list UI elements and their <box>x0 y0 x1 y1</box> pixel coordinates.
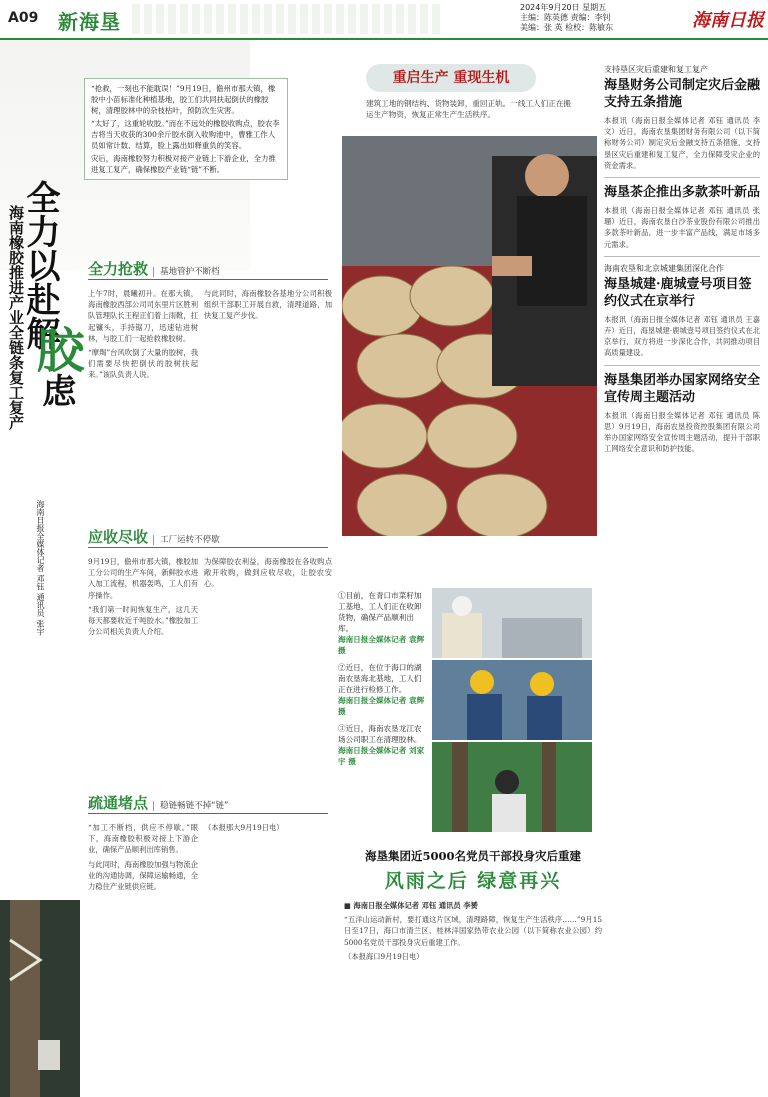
article-column <box>204 822 332 833</box>
meta-date: 2024年9月20日 星期五 <box>520 3 607 12</box>
feature-headline: 全力以赴解 <box>20 180 60 350</box>
brief-tea <box>604 184 760 250</box>
photo-feature-header: 重启生产 重现生机 <box>366 64 536 92</box>
section-title: 新海垦 <box>58 10 121 34</box>
feature-byline: 海南日报全媒体记者 邓钰 通讯员 张宇 <box>36 500 45 636</box>
brief-title: 海垦财务公司制定灾后金融支持五条措施 <box>604 78 761 110</box>
header-meta <box>520 3 690 33</box>
photo-2-workers <box>432 588 592 658</box>
right-column-briefs <box>604 64 760 454</box>
main-photo-warehouse-bags <box>342 136 597 536</box>
caption-text: ①目前，在青口市菜籽加工基地，工人们正在收卸货物，确保产品顺利出库。 <box>338 591 422 633</box>
feature-intro <box>84 78 288 180</box>
brief-construction <box>604 263 760 359</box>
divider <box>604 177 760 178</box>
rubber-tree-photo <box>0 900 80 1097</box>
section-subheading: 基地管护不断档 <box>153 267 220 277</box>
intro-paragraph: “抢救，一刻也不能耽误！”9月19日，儋州市那大镇，橡胶中小苗标准化种植基地，胶工们共同扶起倒伏的橡胶树，清理胶林中的杂枝枯叶，预防次生灾害。 <box>91 84 276 115</box>
section-header <box>88 526 328 548</box>
section-rule <box>88 279 328 280</box>
article-paragraph: “加工不断档，供应不停歇。”眼下，海南橡胶积极对接上下游企业，确保产品顺利出库销售。 <box>88 823 198 855</box>
section-subheading: 稳链畅链不掉“链” <box>153 801 228 811</box>
caption-credit: 海南日报全媒体记者 袁辉 摄 <box>338 635 425 655</box>
brief-body: 本报讯（海南日报全媒体记者 邓钰 通讯员 李文）近日，海南农垦集团财务有限公司（以下简称财务公司）制定灾后金融支持五条措施，支持垦区灾后重建和复工复产，全力保障受灾企业的资金需求。 <box>604 116 760 170</box>
divider <box>604 365 760 366</box>
brief-finance <box>604 64 760 171</box>
section-heading: 疏通堵点 <box>88 794 149 812</box>
section-rule <box>88 813 328 814</box>
article-paragraph: 9月19日，儋州市那大镇，橡胶加工分公司的生产车间，新鲜胶水进入加工流程，机器轰鸣，工人们有序操作。 <box>88 557 198 600</box>
bottom-story-headline: 风雨之后 绿意再兴 <box>384 870 562 892</box>
brief-body: 本报讯（海南日报全媒体记者 邓钰 通讯员 张珊）近日，海南农垦白沙茶业股份有限公司推出多款茶叶新品，进一步丰富产品线，满足市场多元需求。 <box>604 206 760 249</box>
photo-4-plantation <box>432 742 592 832</box>
article-column <box>204 288 332 322</box>
brief-title: 海垦城建·鹿城壹号项目签约仪式在京举行 <box>604 276 752 309</box>
caption-credit: 海南日报全媒体记者 袁辉 摄 <box>338 696 425 716</box>
meta-editor: 主编：陈英德 责编：李钊 <box>520 13 611 22</box>
section-header <box>88 258 328 280</box>
article-column <box>88 556 198 637</box>
photo-caption-1 <box>338 590 428 656</box>
photo-3-technicians <box>432 660 592 740</box>
photo-captions <box>338 590 428 773</box>
brief-kicker: 支持垦区灾后重建和复工复产 <box>604 65 708 74</box>
section-subheading: 工厂运转不停歇 <box>153 535 220 545</box>
photo-feature-caption: 建筑工地的钢结构、货物装卸，重回正轨。一线工人们正在搬运生产物资，恢复正常生产生活秩序。 <box>366 99 572 119</box>
article-paragraph: 与此同时，海南橡胶加强与物流企业的沟通协调，保障运输畅通，全力稳住产业链供应链。 <box>88 859 198 892</box>
page-number: A09 <box>8 10 39 26</box>
intro-paragraph: 灾后，海南橡胶努力积极对接产业链上下游企业，全力推进复工复产，确保橡胶产业链“链”不断。 <box>91 154 276 174</box>
bottom-story <box>344 900 602 962</box>
photo-caption-3 <box>338 723 428 767</box>
caption-text: ③近日，海南农垦龙江农场公司职工在清理胶林。 <box>338 724 422 744</box>
meta-designer: 美编：张 英 检校：陈敏东 <box>520 23 614 32</box>
feature-subheadline: 海南橡胶推进产业全链条复工复产 <box>7 205 25 430</box>
header-decoration <box>132 4 442 34</box>
newspaper-logo: 海南日报 <box>692 10 764 31</box>
brief-body: 本报讯（海南日报全媒体记者 邓钰 通讯员 王嘉卉）近日，海垦城建·鹿城壹号项目签约仪式在北京举行，双方将进一步深化合作，共同推动项目高质量建设。 <box>604 314 760 358</box>
section-rule <box>88 547 328 548</box>
article-column <box>88 822 198 892</box>
bottom-story-dateline: （本报海口9月19日电） <box>344 951 424 961</box>
photo-caption-2 <box>338 662 428 717</box>
section-heading: 应收尽收 <box>88 528 149 546</box>
article-dateline: （本报那大9月19日电） <box>204 823 284 832</box>
article-paragraph: 与此同时，海南橡胶各基地分公司积极组织干部职工开展自救，清理道路，加快复工复产步伐。 <box>204 289 332 321</box>
caption-text: ②近日，在位于海口的湖南农垦海北基地，工人们正在进行检修工作。 <box>338 663 422 694</box>
brief-title: 海垦茶企推出多款茶叶新品 <box>604 185 761 201</box>
divider <box>604 256 760 257</box>
bottom-story-kicker: 海垦集团近5000名党员干部投身灾后重建 <box>364 849 581 863</box>
brief-title: 海垦集团举办国家网络安全宣传周主题活动 <box>604 372 761 405</box>
article-paragraph: “摩羯”台风吹倒了大量的胶树，我们需要尽快把倒伏的胶树扶起来。”该队负责人说。 <box>88 348 198 380</box>
article-paragraph: “我们第一时间恢复生产，这几天每天都要收近千吨胶水。”橡胶加工分公司相关负责人介绍。 <box>88 604 198 637</box>
feature-headline-accent: 胶虑 <box>28 325 84 407</box>
section-header <box>88 792 328 814</box>
article-column <box>88 288 198 384</box>
brief-body: 本报讯（海南日报全媒体记者 邓钰 通讯员 陈思）9月19日，海南农垦投资控股集团有限公司举办国家网络安全宣传周主题活动，提升干部职工网络安全意识和防护技能。 <box>604 410 760 454</box>
brief-cybersecurity <box>604 372 760 455</box>
article-paragraph: 上午7时，晨曦初升。在那大镇，海南橡胶西部公司司东里片区胜利队管理队长王程正们着上雨靴，扛起镰头，手持锯刀，迅速钻进树林，与胶工们一起抢救橡胶树。 <box>88 289 198 343</box>
brief-kicker: 海南农垦和北京城建集团深化合作 <box>604 263 724 273</box>
intro-paragraph: “太好了，这重轮收胶。”而在不远处的橡胶收购点，胶农李吉将当天收获的300余斤胶水倒入收购池中，曹雅工作人员如常计数、结算，脸上露出如释重负的笑容。 <box>91 119 280 150</box>
article-paragraph: 为保障胶农利益，海南橡胶在各收购点敞开收购，做到应收尽收，让胶农安心。 <box>204 557 332 589</box>
caption-credit: 海南日报全媒体记者 刘家宇 摄 <box>338 746 425 766</box>
bottom-story-byline: ■ 海南日报全媒体记者 邓钰 通讯员 李赟 <box>344 901 478 910</box>
section-heading: 全力抢救 <box>88 260 149 278</box>
bottom-story-body: “五洋山运动新村，要打通这片区域，清理路障，恢复生产生活秩序……”9月15日至17日，海口市清兰区、桂林洋国家热带农业公园（以下简称农业公园）约5000名党员干部投身灾后重建工作。 <box>344 915 602 947</box>
article-column <box>204 556 332 590</box>
